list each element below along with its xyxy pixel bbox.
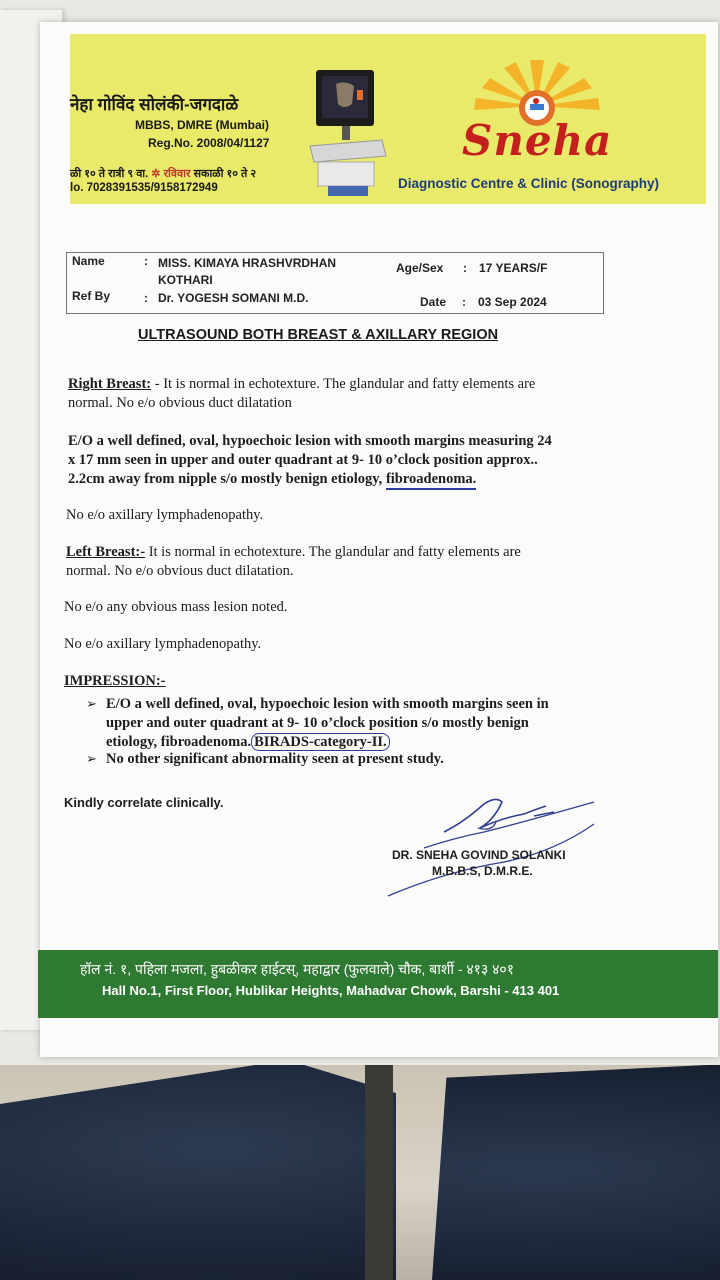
age-sex-label: Age/Sex <box>396 261 444 275</box>
date-colon: : <box>462 295 466 309</box>
clinic-timings: ळी १० ते रात्री ९ वा. ✲ रविवार सकाळी १० ते २ <box>70 168 257 180</box>
impression-item-1: E/O a well defined, oval, hypoechoic lesion with smooth margins seen in upper and outer quadrant at 9- 10 o’clock position s/o mostly benign etiology, fibroadenoma. BIRADS-category-II. <box>106 696 549 750</box>
address-english: Hall No.1, First Floor, Hublikar Heights, Mahadvar Chowk, Barshi - 413 401 <box>102 983 560 998</box>
mass-finding: No e/o any obvious mass lesion noted. <box>64 599 288 615</box>
name-label: Name <box>72 254 105 268</box>
registration-number: Reg.No. 2008/04/1127 <box>148 136 270 150</box>
signatory-degree: M.B.B.S, D.M.R.E. <box>432 864 533 878</box>
axillary-finding-left: No e/o axillary lymphadenopathy. <box>64 636 262 652</box>
fibroadenoma-highlight: fibroadenoma. <box>386 471 476 490</box>
report-date: 03 Sep 2024 <box>478 295 547 309</box>
age-colon: : <box>463 261 467 275</box>
impression-item-2: No other significant abnormality seen at present study. <box>106 751 444 767</box>
doctor-name-marathi: नेहा गोविंद सोलंकी-जगदाळे <box>70 95 239 114</box>
phone-numbers: lo. 7028391535/9158172949 <box>70 182 218 194</box>
ref-by-label: Ref By <box>72 289 111 303</box>
signatory-name: DR. SNEHA GOVIND SOLANKI <box>392 848 566 862</box>
date-label: Date <box>420 295 447 309</box>
right-lesion-finding: E/O a well defined, oval, hypoechoic lesion with smooth margins measuring 24 x 17 mm seen in upper and outer quadrant at 9- 10 o’clock position approx.. 2.2cm away from nipple s/o mostly benign etiology, fibroadenoma. <box>68 432 552 489</box>
patient-name-line2: KOTHARI <box>158 273 213 287</box>
axillary-finding-right: No e/o axillary lymphadenopathy. <box>66 507 264 523</box>
doctor-degree: MBBS, DMRE (Mumbai) <box>135 118 269 132</box>
ultrasound-machine-icon <box>308 70 388 200</box>
correlate-note: Kindly correlate clinically. <box>64 795 224 810</box>
report-title: ULTRASOUND BOTH BREAST & AXILLARY REGION <box>138 327 499 343</box>
address-marathi: हॉल नं. १, पहिला मजला, हुबळीकर हाईटस्, महाद्वार (फुलवाले) चौक, बार्शी - ४१३ ४०१ <box>80 961 514 977</box>
right-breast-finding: Right Breast: - It is normal in echotexture. The glandular and fatty elements are normal. No e/o obvious duct dilatation <box>68 376 536 411</box>
bullet-arrow-icon: ➢ <box>86 751 97 766</box>
bullet-arrow-icon: ➢ <box>86 696 97 711</box>
birads-category-highlight: BIRADS-category-II. <box>251 733 390 751</box>
brand-logo-text: Sneha <box>462 116 613 165</box>
patient-name: MISS. KIMAYA HRASHVRDHAN <box>158 256 337 270</box>
impression-heading: IMPRESSION:- <box>64 673 166 689</box>
centre-name: Diagnostic Centre & Clinic (Sonography) <box>398 176 660 191</box>
ref-colon: : <box>144 291 148 305</box>
left-breast-finding: Left Breast:- It is normal in echotexture. The glandular and fatty elements are normal. No e/o obvious duct dilatation. <box>66 544 521 579</box>
chair-leg <box>365 1060 393 1280</box>
referring-doctor: Dr. YOGESH SOMANI M.D. <box>158 291 309 305</box>
name-colon: : <box>144 254 148 268</box>
star-icon: ✲ <box>151 168 161 180</box>
signature-scribble <box>384 792 614 900</box>
age-sex-value: 17 YEARS/F <box>479 261 548 275</box>
